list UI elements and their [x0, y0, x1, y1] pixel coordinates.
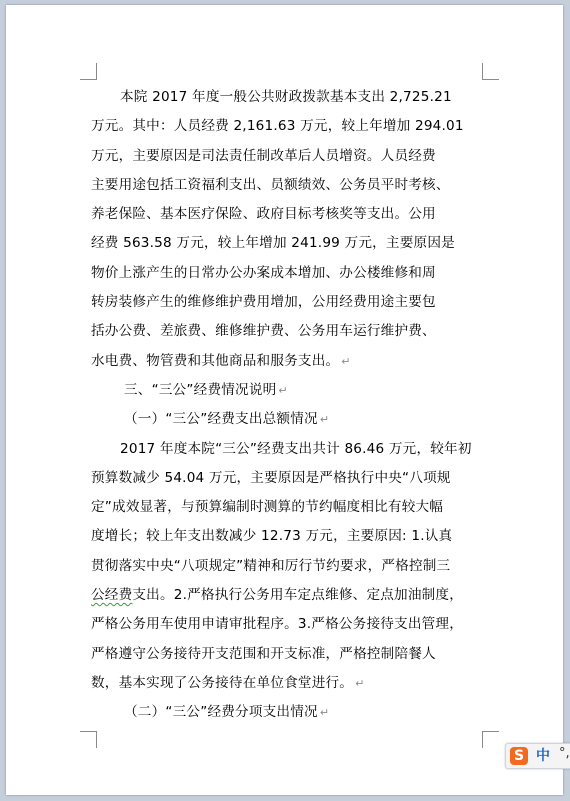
text-line: 万元。其中：人员经费 2,161.63 万元，较上年增加 294.01 [91, 118, 464, 135]
text-line: 括办公费、差旅费、维修维护费、公务用车运行维护费、 [91, 323, 436, 340]
crop-mark-top-left [80, 63, 97, 80]
text-line: 物价上涨产生的日常办公办案成本增加、办公楼维修和周 [91, 264, 436, 281]
paragraph-mark-icon: ↵ [341, 354, 351, 368]
text-line: 水电费、物管费和其他商品和服务支出。 ↵ [91, 352, 351, 369]
sogou-logo-icon[interactable]: S [510, 747, 528, 765]
crop-mark-top-right [482, 63, 499, 80]
text-line: 2017 年度本院“三公”经费支出共计 86.46 万元，较年初 [120, 440, 472, 457]
text-line: 万元，主要原因是司法责任制改革后人员增资。人员经费 [91, 147, 436, 164]
text-line: 养老保险、基本医疗保险、政府目标考核奖等支出。公用 [91, 206, 436, 223]
text-line: 严格遵守公务接待开支范围和开支标准，严格控制陪餐人 [91, 645, 436, 662]
text-line: 转房装修产生的维修维护费用增加，公用经费用途主要包 [91, 294, 436, 311]
text-line: 主要用途包括工资福利支出、员额绩效、公务员平时考核、 [91, 176, 450, 193]
paragraph-mark-icon: ↵ [319, 706, 330, 720]
text-line: 度增长；较上年支出数减少 12.73 万元，主要原因: 1.认真 [91, 528, 453, 545]
document-page[interactable] [6, 5, 563, 795]
text-line: 本院 2017 年度一般公共财政拨款基本支出 2,725.21 [120, 89, 452, 105]
text-line: 严格公务用车使用申请审批程序。3.严格公务接待支出管理， [91, 616, 464, 633]
text-line: 公经费支出。2.严格执行公务用车定点维修、定点加油制度， [91, 587, 464, 604]
subsection-heading: （一）“三公”经费支出总额情况 ↵ [124, 411, 330, 428]
paragraph-mark-icon: ↵ [355, 676, 365, 690]
section-heading: 三、“三公”经费情况说明 ↵ [124, 381, 288, 398]
text-line: 数，基本实现了公务接待在单位食堂进行。 ↵ [91, 674, 365, 691]
paragraph-mark-icon: ↵ [278, 383, 288, 397]
crop-mark-bottom-right [482, 731, 499, 748]
text-line: 预算数减少 54.04 万元，主要原因是严格执行中央“八项规 [91, 469, 451, 486]
subsection-heading: （二）“三公”经费分项支出情况 ↵ [124, 704, 330, 721]
document-body[interactable] [91, 83, 491, 728]
text-line: 定”成效显著，与预算编制时测算的节约幅度相比有较大幅 [91, 499, 444, 516]
crop-mark-bottom-left [80, 731, 97, 748]
ime-language-toggle[interactable]: 中 [536, 748, 550, 764]
ime-punctuation-toggle[interactable]: °, [559, 746, 570, 761]
ime-status-bar[interactable] [505, 743, 570, 769]
text-line: 贯彻落实中央“八项规定”精神和厉行节约要求，严格控制三 [91, 557, 451, 574]
text-line: 经费 563.58 万元，较上年增加 241.99 万元，主要原因是 [91, 235, 455, 252]
paragraph-mark-icon: ↵ [319, 413, 330, 427]
spellcheck-flagged-text[interactable]: 公经费 [91, 587, 133, 604]
